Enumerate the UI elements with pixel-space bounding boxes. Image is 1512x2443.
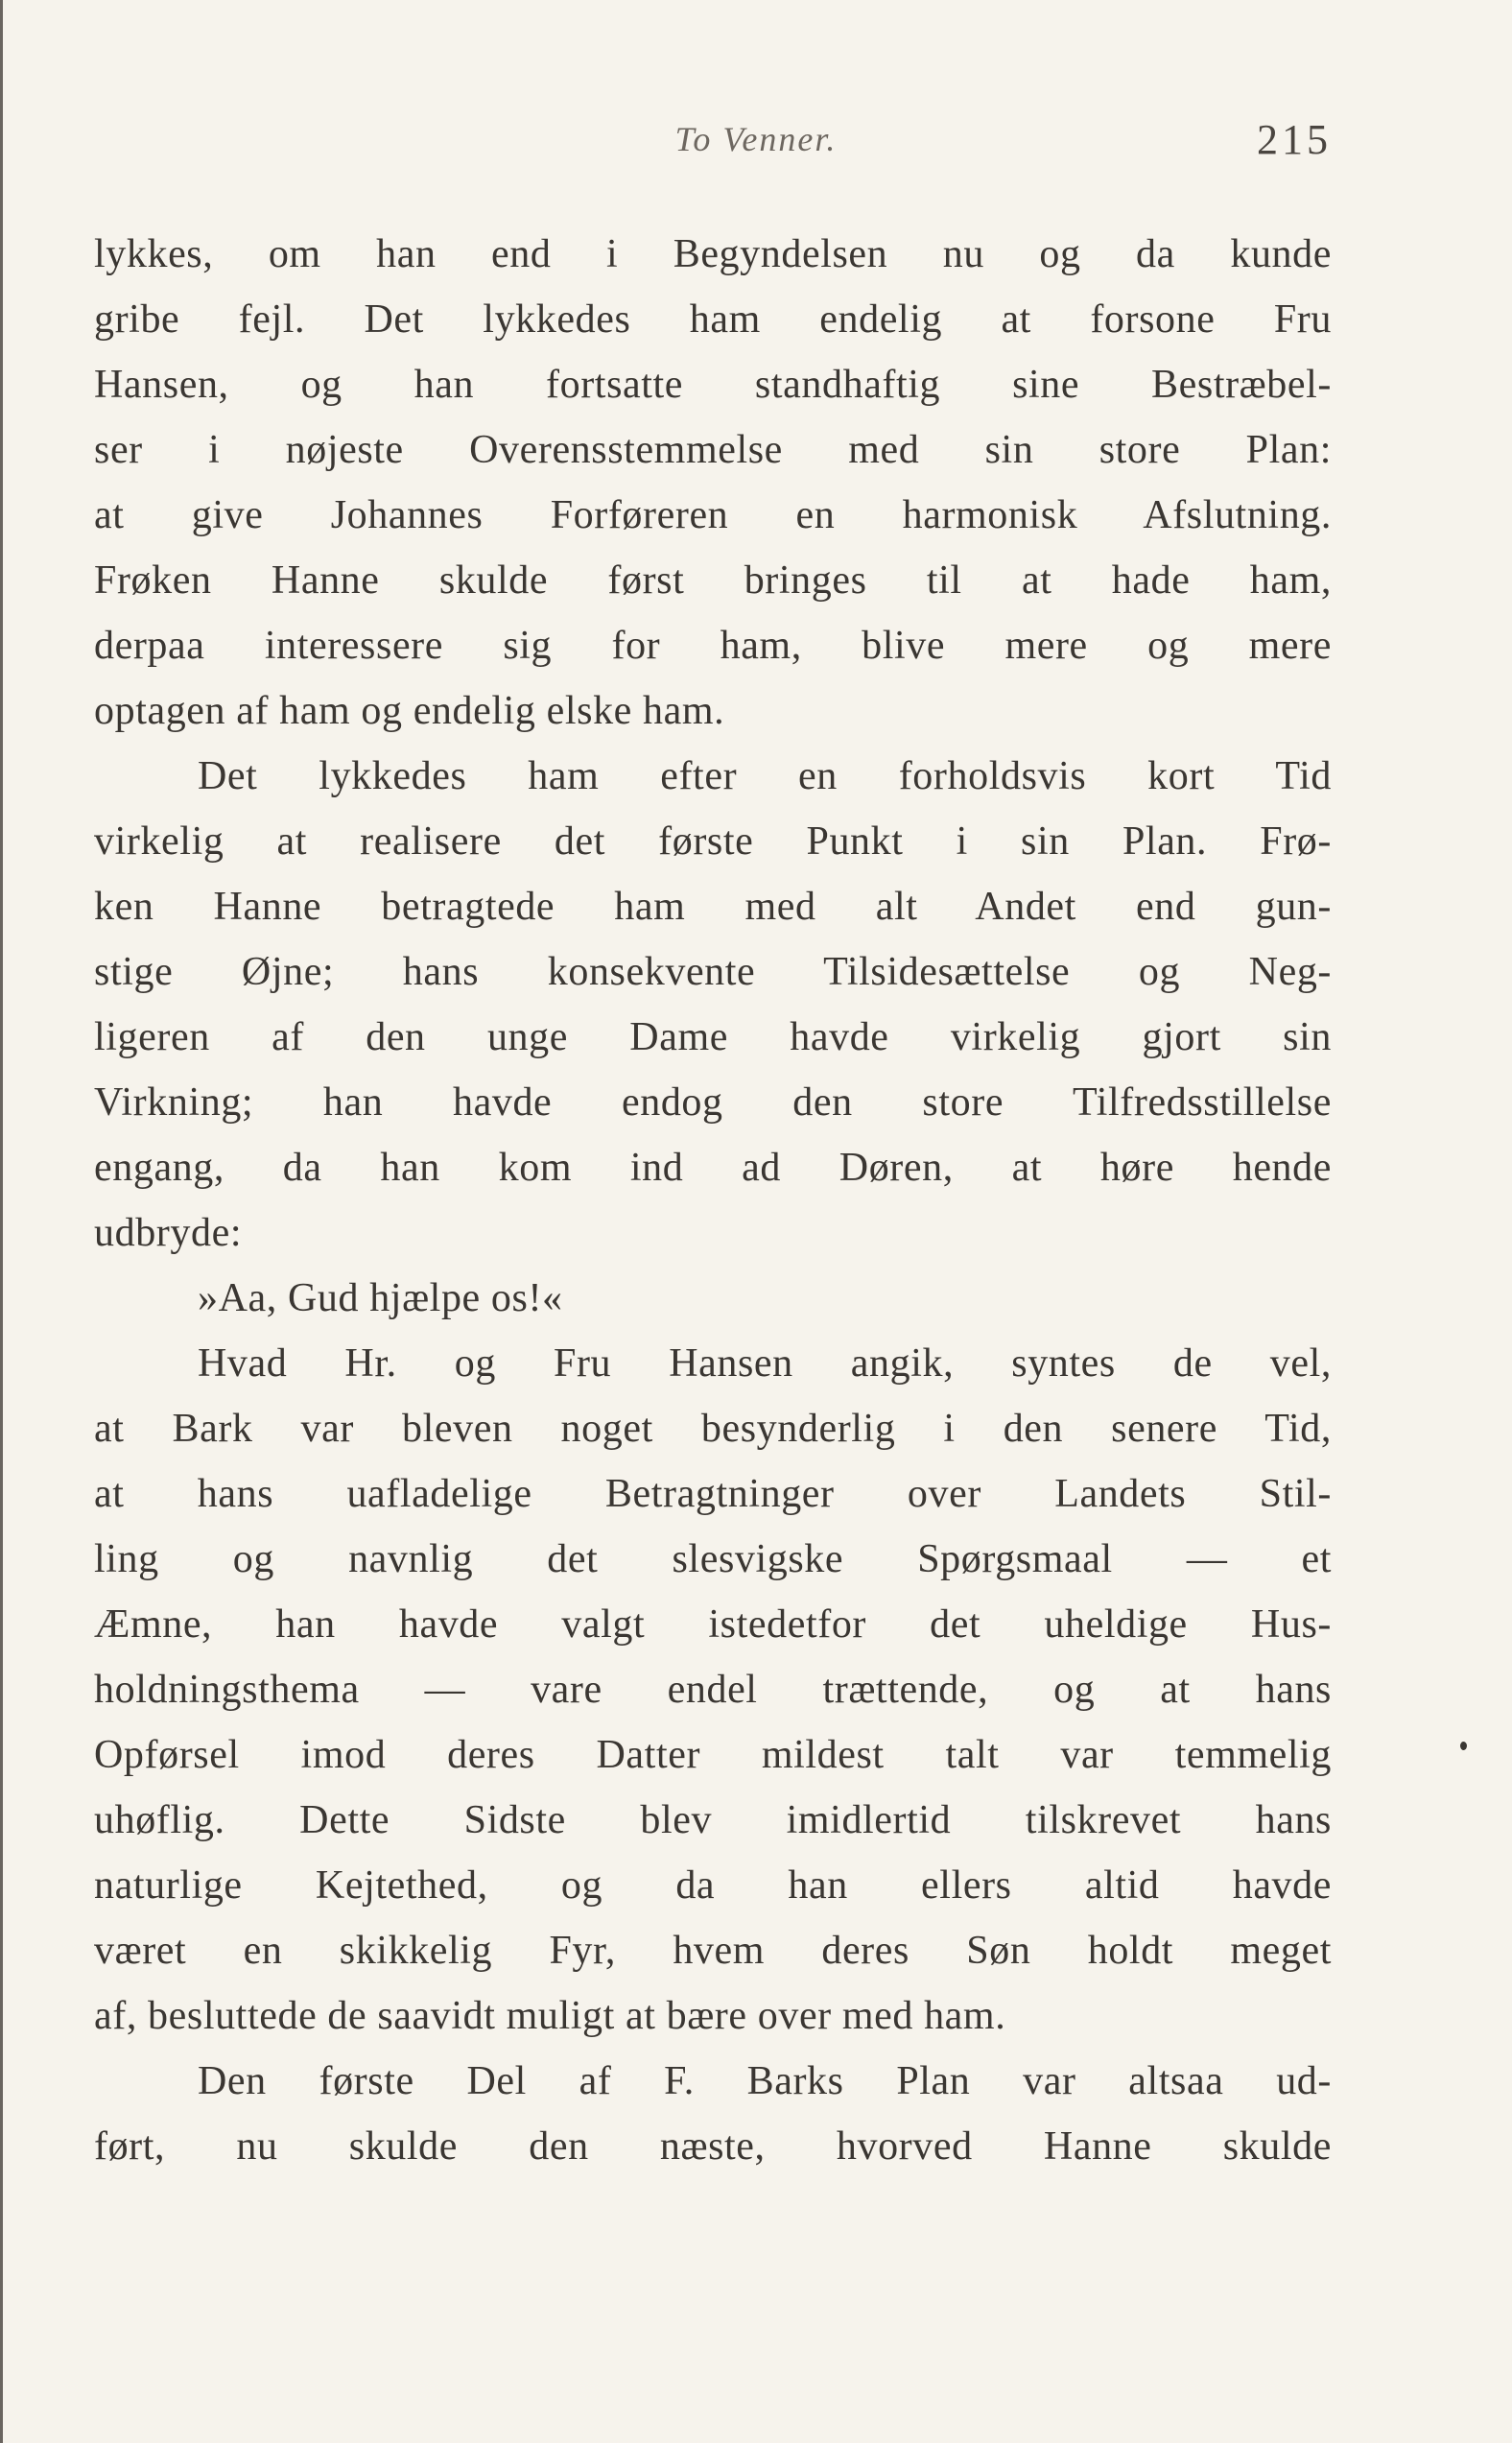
text-body [94, 222, 1332, 2179]
text-line: Æmne, han havde valgt istedetfor det uheldige Hus- [94, 1602, 1332, 1647]
text-line: at give Johannes Forføreren en harmonisk Afslutning. [94, 493, 1332, 537]
text-line: uhøflig. Dette Sidste blev imidlertid tilskrevet hans [94, 1798, 1332, 1842]
text-line: lykkes, om han end i Begyndelsen nu og da kunde [94, 232, 1332, 276]
running-title: To Venner. [674, 120, 838, 158]
text-line: at hans uafladelige Betragtninger over Landets Stil- [94, 1472, 1332, 1516]
text-line: ling og navnlig det slesvigske Spørgsmaal — et [94, 1537, 1332, 1581]
text-line: ligeren af den unge Dame havde virkelig gjort sin [94, 1015, 1332, 1059]
text-line: virkelig at realisere det første Punkt i sin Plan. Frø- [94, 819, 1332, 864]
text-line: naturlige Kejtethed, og da han ellers altid havde [94, 1863, 1332, 1908]
text-line: udbryde: [94, 1211, 243, 1255]
text-line: ken Hanne betragtede ham med alt Andet end gun- [94, 885, 1332, 929]
running-header [0, 115, 1512, 173]
text-line: holdningsthema — vare endel trættende, og at hans [94, 1668, 1332, 1712]
text-line: stige Øjne; hans konsekvente Tilsidesættelse og Neg- [94, 950, 1332, 994]
text-line: Virkning; han havde endog den store Tilfredsstillelse [94, 1080, 1332, 1125]
text-line: derpaa interessere sig for ham, blive mere og mere [94, 624, 1332, 668]
page-number: 215 [1257, 116, 1332, 163]
quoted-exclamation: »Aa, Gud hjælpe os!« [198, 1276, 563, 1320]
text-line: Frøken Hanne skulde først bringes til at hade ham, [94, 558, 1332, 603]
text-line: ført, nu skulde den næste, hvorved Hanne skulde [94, 2124, 1332, 2169]
paragraph-start-line: Hvad Hr. og Fru Hansen angik, syntes de vel, [198, 1341, 1332, 1386]
text-line: Hansen, og han fortsatte standhaftig sine Bestræbel- [94, 363, 1332, 407]
text-line: at Bark var bleven noget besynderlig i den senere Tid, [94, 1407, 1332, 1451]
text-line: været en skikkelig Fyr, hvem deres Søn holdt meget [94, 1929, 1332, 1973]
text-line: optagen af ham og endelig elske ham. [94, 689, 725, 733]
paragraph-start-line: Det lykkedes ham efter en forholdsvis kort Tid [198, 754, 1332, 798]
paragraph-start-line: Den første Del af F. Barks Plan var altsaa ud- [198, 2059, 1332, 2103]
text-line: af, besluttede de saavidt muligt at bære over med ham. [94, 1994, 1006, 2038]
text-line: ser i nøjeste Overensstemmelse med sin store Plan: [94, 428, 1332, 472]
text-line: gribe fejl. Det lykkedes ham endelig at forsone Fru [94, 297, 1332, 342]
page-edge [0, 0, 3, 2443]
text-line: Opførsel imod deres Datter mildest talt var temmelig [94, 1733, 1332, 1777]
text-line: engang, da han kom ind ad Døren, at høre hende [94, 1146, 1332, 1190]
stray-ink-dot [1460, 1742, 1467, 1750]
